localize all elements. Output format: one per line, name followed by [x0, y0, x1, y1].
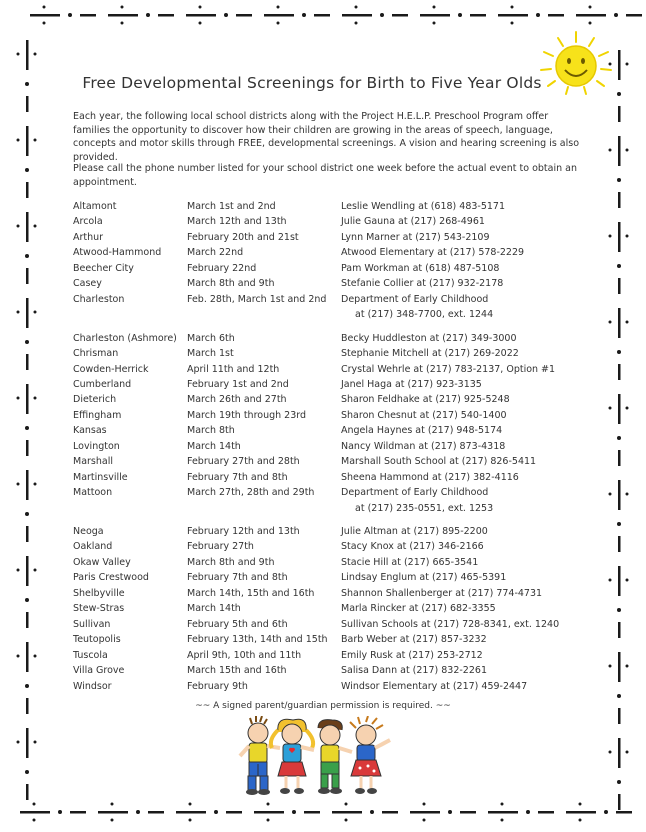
district-name: Teutopolis	[73, 634, 121, 646]
district-name: Cumberland	[73, 378, 132, 390]
contact-info: Windsor Elementary at (217) 459-2447	[341, 680, 528, 692]
contact-info: Janel Haga at (217) 923-3135	[341, 378, 482, 390]
screening-dates: February 7th and 8th	[187, 572, 288, 584]
screening-dates: February 1st and 2nd	[187, 378, 289, 390]
screening-dates: February 27th	[187, 541, 254, 553]
screening-dates: March 14th	[187, 440, 241, 452]
district-name: Okaw Valley	[73, 556, 131, 568]
contact-info: Sullivan Schools at (217) 728-8341, ext. 1240	[341, 618, 560, 630]
children-illustration	[238, 716, 398, 796]
screening-dates: Feb. 28th, March 1st and 2nd	[187, 293, 327, 305]
district-name: Dieterich	[73, 394, 117, 406]
screening-dates: March 15th and 16th	[187, 665, 287, 677]
screening-dates: March 14th	[187, 603, 241, 615]
contact-info-line2: at (217) 235-0551, ext. 1253	[355, 502, 494, 514]
screening-dates: April 11th and 12th	[187, 363, 280, 375]
district-name: Lovington	[73, 440, 120, 452]
screening-dates: March 19th through 23rd	[187, 409, 307, 421]
contact-info: Marshall South School at (217) 826-5411	[341, 456, 537, 468]
district-name: Mattoon	[73, 487, 113, 499]
contact-info: Crystal Wehrle at (217) 783-2137, Option #1	[341, 363, 556, 375]
district-name: Neoga	[73, 526, 104, 537]
district-name: Martinsville	[73, 471, 128, 483]
screening-dates: March 1st	[187, 348, 234, 360]
page-title: Free Developmental Screenings for Birth to Five Year Olds	[82, 74, 542, 92]
contact-info: Barb Weber at (217) 857-3232	[341, 634, 487, 646]
contact-info: Stefanie Collier at (217) 932-2178	[341, 278, 504, 290]
district-name: Beecher City	[73, 262, 134, 274]
district-name: Arcola	[73, 216, 103, 228]
intro-paragraph: Each year, the following local school districts along with the Project H.E.L.P. Preschool Program offer families the opportunity to discover how their children are growing in the areas of speech, language, concepts and motor skills through FREE, developmental screenings. A vision and hearing screening is also provided.	[73, 111, 580, 163]
contact-info: Salisa Dann at (217) 832-2261	[341, 665, 487, 677]
contact-info: Angela Haynes at (217) 948-5174	[341, 425, 503, 437]
screening-dates: March 8th and 9th	[187, 556, 275, 568]
screening-dates: February 13th, 14th and 15th	[187, 634, 328, 646]
contact-info: Leslie Wendling at (618) 483-5171	[341, 201, 506, 212]
contact-info: Julie Altman at (217) 895-2200	[341, 526, 488, 537]
screening-dates: March 27th, 28th and 29th	[187, 487, 315, 499]
screening-dates: April 9th, 10th and 11th	[187, 649, 302, 661]
district-name: Oakland	[73, 541, 113, 553]
permission-note: ~~ A signed parent/guardian permission is required. ~~	[195, 701, 451, 711]
contact-info: Department of Early Childhood	[341, 293, 489, 305]
contact-info: Sheena Hammond at (217) 382-4116	[341, 471, 519, 483]
contact-info: Emily Rusk at (217) 253-2712	[341, 649, 483, 661]
contact-info: Lindsay Englum at (217) 465-5391	[341, 572, 507, 584]
contact-info: Stephanie Mitchell at (217) 269-2022	[341, 348, 519, 360]
contact-info: Julie Gauna at (217) 268-4961	[341, 216, 485, 228]
contact-info: Shannon Shallenberger at (217) 774-4731	[341, 587, 543, 599]
contact-info: Sharon Chesnut at (217) 540-1400	[341, 409, 507, 421]
screening-dates: March 14th, 15th and 16th	[187, 587, 315, 599]
district-name: Sullivan	[73, 618, 111, 630]
screening-dates: March 8th and 9th	[187, 278, 275, 290]
district-name: Chrisman	[73, 348, 119, 360]
district-name: Effingham	[73, 409, 122, 421]
screening-dates: February 7th and 8th	[187, 471, 288, 483]
district-name: Cowden-Herrick	[73, 363, 149, 375]
contact-info: Pam Workman at (618) 487-5108	[341, 262, 500, 274]
screening-dates: March 26th and 27th	[187, 394, 287, 406]
screening-dates: February 22nd	[187, 262, 257, 274]
contact-info: Department of Early Childhood	[341, 487, 489, 499]
district-name: Paris Crestwood	[73, 572, 149, 584]
screening-dates: February 12th and 13th	[187, 526, 300, 537]
contact-info-line2: at (217) 348-7700, ext. 1244	[355, 309, 494, 321]
district-name: Atwood-Hammond	[73, 247, 162, 259]
district-name: Shelbyville	[73, 587, 125, 599]
district-name: Villa Grove	[73, 665, 125, 677]
district-name: Charleston (Ashmore)	[73, 332, 177, 344]
contact-info: Atwood Elementary at (217) 578-2229	[341, 247, 525, 259]
screening-dates: March 8th	[187, 425, 235, 437]
screening-dates: February 27th and 28th	[187, 456, 300, 468]
screening-dates: March 22nd	[187, 247, 244, 259]
contact-info: Becky Huddleston at (217) 349-3000	[341, 332, 517, 344]
screening-dates: February 20th and 21st	[187, 231, 299, 243]
screening-dates: February 9th	[187, 680, 248, 692]
screening-dates: March 12th and 13th	[187, 216, 287, 228]
contact-info: Sharon Feldhake at (217) 925-5248	[341, 394, 510, 406]
district-name: Charleston	[73, 293, 125, 305]
contact-info: Marla Rincker at (217) 682-3355	[341, 603, 496, 615]
district-name: Kansas	[73, 425, 107, 437]
contact-info: Stacie Hill at (217) 665-3541	[341, 556, 479, 568]
screening-dates: March 1st and 2nd	[187, 201, 276, 212]
screening-dates: February 5th and 6th	[187, 618, 288, 630]
district-name: Arthur	[73, 231, 104, 243]
district-name: Stew-Stras	[73, 603, 125, 615]
district-name: Tuscola	[73, 649, 108, 661]
contact-info: Stacy Knox at (217) 346-2166	[341, 541, 484, 553]
district-name: Marshall	[73, 456, 113, 468]
contact-info: Nancy Wildman at (217) 873-4318	[341, 440, 506, 452]
district-name: Altamont	[73, 201, 117, 212]
contact-info: Lynn Marner at (217) 543-2109	[341, 231, 490, 243]
instructions-paragraph: Please call the phone number listed for your school district one week before the actual event to obtain an appointment.	[73, 163, 577, 188]
screening-dates: March 6th	[187, 332, 235, 344]
district-name: Windsor	[73, 680, 112, 692]
district-name: Casey	[73, 278, 102, 290]
